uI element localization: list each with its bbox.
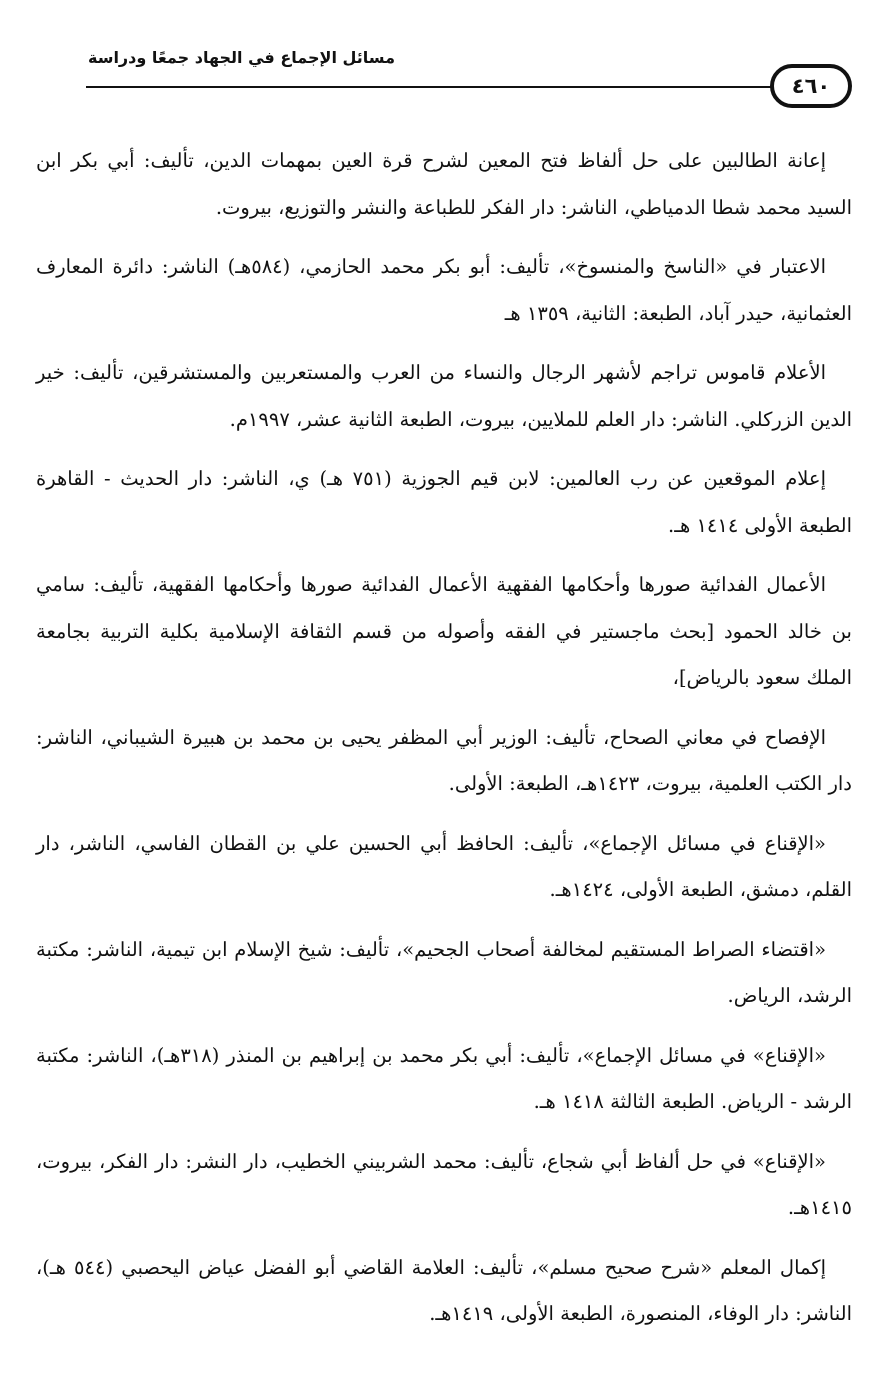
bibliography-entry: «اقتضاء الصراط المستقيم لمخالفة أصحاب الجحيم»، تأليف: شيخ الإسلام ابن تيمية، الناشر: مكتبة الرشد، الرياض.: [36, 937, 852, 1007]
bibliography-list: [36, 138, 852, 1351]
bibliography-entry: إعلام الموقعين عن رب العالمين: لابن قيم الجوزية (٧٥١ هـ) ي، الناشر: دار الحديث - القاهرة الطبعة الأولى ١٤١٤ هـ.: [36, 467, 852, 537]
bibliography-entry: الاعتبار في «الناسخ والمنسوخ»، تأليف: أبو بكر محمد الحازمي، (٥٨٤هـ) الناشر: دائرة المعارف العثمانية، حيدر آباد، الطبعة: الثانية، ١٣٥٩ هـ: [36, 255, 852, 325]
bibliography-entry: الإفصاح في معاني الصحاح، تأليف: الوزير أبي المظفر يحيى بن محمد بن هبيرة الشيباني، الناشر: دار الكتب العلمية، بيروت، ١٤٢٣هـ، الطبعة: الأولى.: [36, 725, 852, 795]
bibliography-entry: إكمال المعلم «شرح صحيح مسلم»، تأليف: العلامة القاضي أبو الفضل عياض اليحصبي (٥٤٤ هـ)، الناشر: دار الوفاء، المنصورة، الطبعة الأولى، ١٤١٩هـ.: [36, 1255, 852, 1325]
bibliography-entry: الأعلام قاموس تراجم لأشهر الرجال والنساء من العرب والمستعربين والمستشرقين، تأليف: خير الدين الزركلي. الناشر: دار العلم للملايين، بيروت، الطبعة الثانية عشر، ١٩٩٧م.: [36, 361, 852, 431]
bibliography-entry: إعانة الطالبين على حل ألفاظ فتح المعين لشرح قرة العين بمهمات الدين، تأليف: أبي بكر ابن السيد محمد شطا الدمياطي، الناشر: دار الفكر للطباعة والنشر والتوزيع، بيروت.: [36, 149, 852, 219]
bibliography-entry: الأعمال الفدائية صورها وأحكامها الفقهية الأعمال الفدائية صورها وأحكامها الفقهية، تأليف: سامي بن خالد الحمود [بحث ماجستير في الفقه وأصوله من قسم الثقافة الإسلامية بكلية التربية بجامعة الملك سعود بالرياض]،: [36, 573, 852, 689]
bibliography-entry: «الإقناع» في حل ألفاظ أبي شجاع، تأليف: محمد الشربيني الخطيب، دار النشر: دار الفكر، بيروت، ١٤١٥هـ.: [36, 1149, 852, 1219]
header-rule: [86, 86, 786, 88]
running-title: مسائل الإجماع في الجهاد جمعًا ودراسة: [88, 48, 395, 67]
bibliography-entry: «الإقناع» في مسائل الإجماع»، تأليف: أبي بكر محمد بن إبراهيم بن المنذر (٣١٨هـ)، الناشر: مكتبة الرشد - الرياض. الطبعة الثالثة ١٤١٨ هـ.: [36, 1043, 852, 1113]
page-header: [70, 40, 860, 120]
page-number: ٤٦٠: [770, 64, 852, 108]
bibliography-entry: «الإقناع في مسائل الإجماع»، تأليف: الحافظ أبي الحسين علي بن القطان الفاسي، الناشر، دار القلم، دمشق، الطبعة الأولى، ١٤٢٤هـ.: [36, 831, 852, 901]
